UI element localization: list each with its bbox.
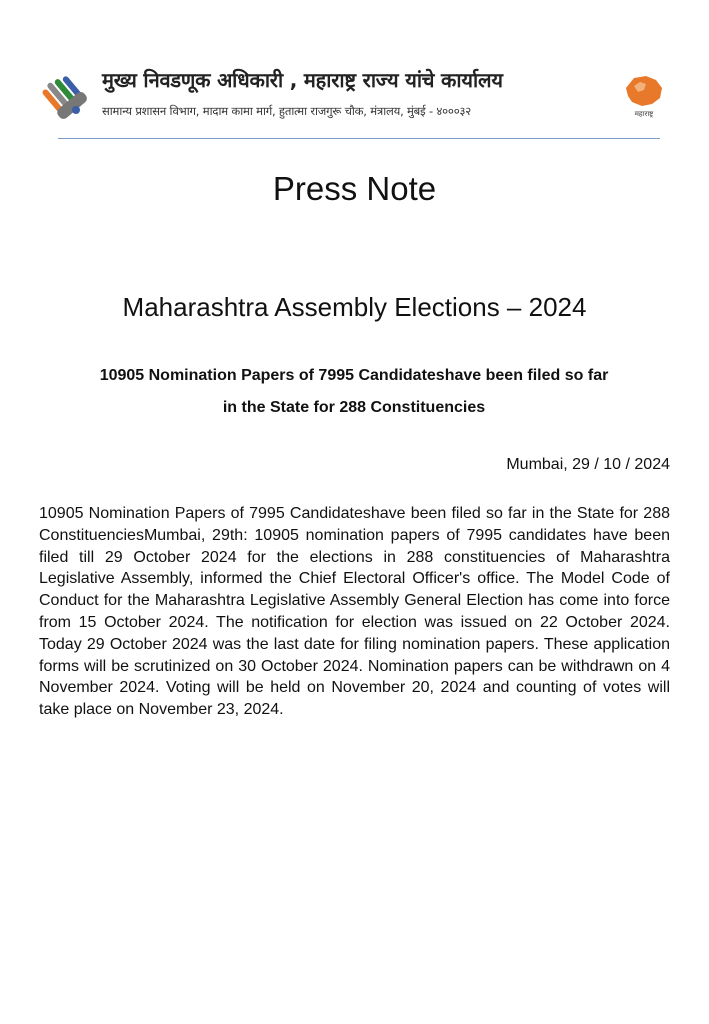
main-title: Maharashtra Assembly Elections – 2024 xyxy=(122,292,587,322)
subtitle-line-1: 10905 Nomination Papers of 7995 Candidateshave been filed so far xyxy=(99,367,609,384)
subtitle xyxy=(44,360,664,424)
letterhead xyxy=(40,62,670,138)
document-heading: Press Note xyxy=(272,170,437,207)
map-label: महाराष्ट्र xyxy=(634,110,654,118)
header-divider xyxy=(58,138,660,139)
dateline: Mumbai, 29 / 10 / 2024 xyxy=(506,456,670,473)
office-title: मुख्य निवडणूक अधिकारी , महाराष्ट्र राज्य यांचे कार्यालय xyxy=(102,68,503,92)
maharashtra-map-icon xyxy=(620,70,668,120)
office-address: सामान्य प्रशासन विभाग, मादाम कामा मार्ग, हुतात्मा राजगुरू चौक, मंत्रालय, मुंबई - ४०००३२ xyxy=(102,104,472,118)
body-paragraph: 10905 Nomination Papers of 7995 Candidateshave been filed so far in the State for 288 ConstituenciesMumbai, 29th: 10905 nomination papers of 7995 candidates have been filed till 29 October 2024 for the elections in 288 constituencies of Maharashtra Legislative Assembly, informed the Chief Electoral Officer's office. The Model Code of Conduct for the Maharashtra Legislative Assembly General Election has come into force from 15 October 2024. The notification for election was issued on 22 October 2024. Today 29 October 2024 was the last date for filing nomination papers. These application forms will be scrutinized on 30 October 2024. Nomination papers can be withdrawn on 4 November 2024. Voting will be held on November 20, 2024 and counting of votes will take place on November 23, 2024. xyxy=(39,505,670,719)
subtitle-line-2: in the State for 288 Constituencies xyxy=(222,399,486,416)
election-ink-finger-icon xyxy=(40,72,90,122)
